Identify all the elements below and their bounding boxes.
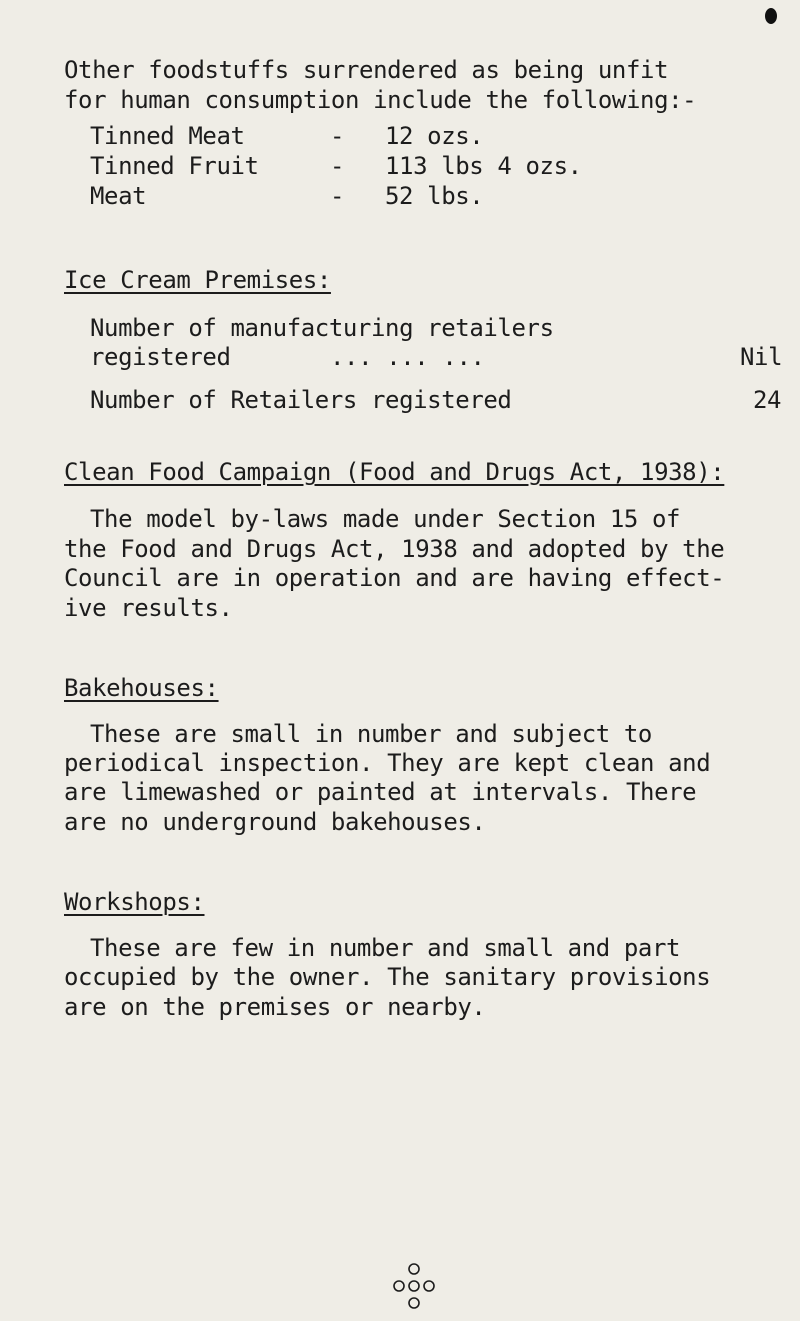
foodstuff-item: Tinned Fruit	[90, 152, 259, 180]
ink-dot-mark	[765, 8, 777, 24]
ice-cream-row1-value: Nil	[740, 343, 783, 371]
bakehouses-line-1: These are small in number and subject to	[90, 720, 652, 748]
ice-cream-row2-label: Number of Retailers registered	[90, 386, 512, 414]
workshops-line-3: are on the premises or nearby.	[64, 993, 486, 1021]
clean-food-heading: Clean Food Campaign (Food and Drugs Act, 1938):	[64, 458, 725, 486]
ice-cream-row2-value: 24	[753, 386, 782, 414]
foodstuff-item: Meat	[90, 182, 147, 210]
clean-food-line-4: ive results.	[64, 594, 233, 622]
bakehouses-line-2: periodical inspection. They are kept clean and	[64, 749, 711, 777]
ice-cream-row1-label-line1: Number of manufacturing retailers	[90, 314, 554, 342]
foodstuff-dash: -	[330, 182, 345, 210]
foodstuff-dash: -	[330, 152, 345, 180]
clean-food-line-1: The model by-laws made under Section 15 of	[90, 505, 681, 533]
foodstuff-quantity: 52 lbs.	[385, 182, 484, 210]
bakehouses-line-4: are no underground bakehouses.	[64, 808, 486, 836]
ice-cream-row1-dots: ... ... ...	[330, 343, 485, 371]
intro-line-2: for human consumption include the following:-	[64, 86, 697, 114]
bakehouses-line-3: are limewashed or painted at intervals. There	[64, 778, 697, 806]
clean-food-line-3: Council are in operation and are having effect-	[64, 564, 725, 592]
workshops-line-1: These are few in number and small and part	[90, 934, 681, 962]
bakehouses-heading: Bakehouses:	[64, 674, 219, 702]
foodstuff-quantity: 113 lbs 4 ozs.	[385, 152, 582, 180]
ice-cream-row1-label-line2: registered	[90, 343, 231, 371]
workshops-line-2: occupied by the owner. The sanitary provisions	[64, 963, 711, 991]
intro-line-1: Other foodstuffs surrendered as being unfit	[64, 56, 669, 84]
foodstuff-dash: -	[330, 122, 345, 150]
foodstuff-quantity: 12 ozs.	[385, 122, 484, 150]
foodstuff-item: Tinned Meat	[90, 122, 245, 150]
clean-food-line-2: the Food and Drugs Act, 1938 and adopted by the	[64, 535, 725, 563]
workshops-heading: Workshops:	[64, 888, 205, 916]
ice-cream-heading: Ice Cream Premises:	[64, 266, 331, 294]
end-ornament-icon	[391, 1262, 437, 1312]
